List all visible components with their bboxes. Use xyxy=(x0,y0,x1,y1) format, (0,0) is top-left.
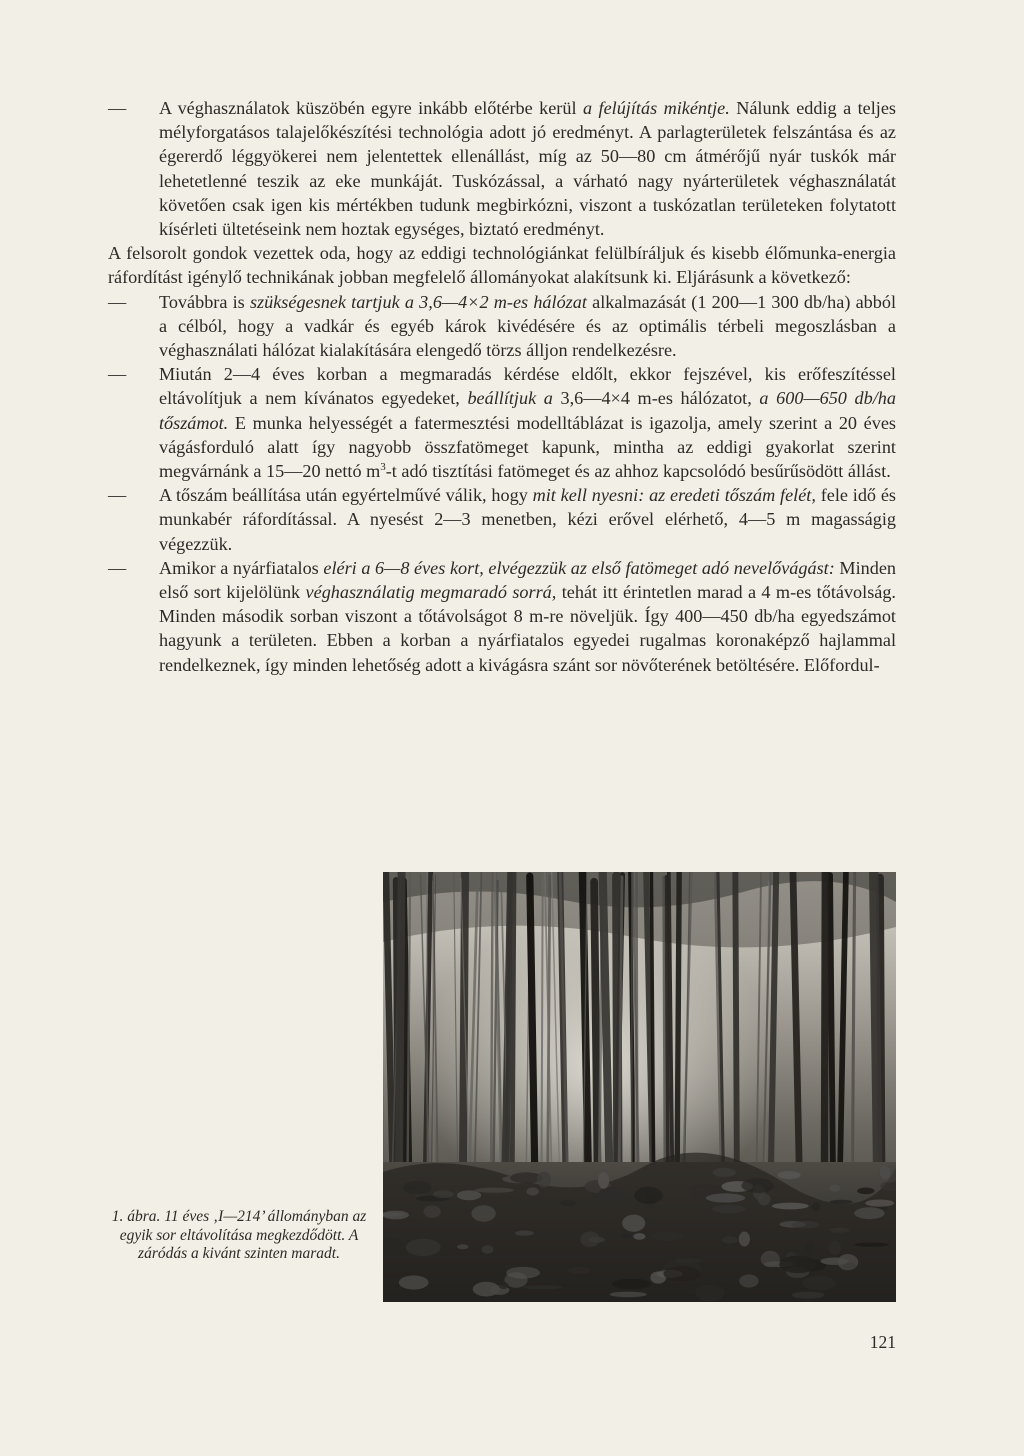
undergrowth xyxy=(779,1256,816,1273)
undergrowth xyxy=(515,1230,534,1235)
body-text xyxy=(108,96,896,677)
undergrowth xyxy=(537,1172,551,1188)
undergrowth xyxy=(457,1190,481,1200)
forest-photo xyxy=(383,872,896,1302)
undergrowth xyxy=(758,1193,771,1205)
undergrowth xyxy=(829,1241,841,1256)
tree-trunk xyxy=(664,877,665,1186)
undergrowth xyxy=(424,1205,441,1218)
undergrowth xyxy=(471,1205,495,1222)
list-item-first-cut: — Amikor a nyárfiatalos eléri a 6—8 éves kort, elvégezzük az első fatömeget adó nevelővágást: Minden első sort kijelölünk véghasználatig megmaradó sorrá, tehát itt érintetlen marad a 4 m-es tőtávolság. Minden második sorban viszont a tőtávolságot 8 m-re növeljük. Így 400—450 db/ha egyedszámot hagyunk a területen. Ebben a korban a nyárfiatalos egyedei rugalmas koronaképző hajlammal rendelkeznek, így minden lehetőség adott a kivágásra szánt sor növőterének betöltésére. Előfordul- xyxy=(108,557,896,675)
page-number: 121 xyxy=(869,1332,896,1352)
undergrowth xyxy=(805,1241,814,1254)
undergrowth xyxy=(722,1236,738,1243)
list-item-spacing: — Továbbra is szükségesnek tartjuk a 3,6—4×2 m-es hálózat alkalmazását (1 200—1 300 db/ha) abból a célból, hogy a vadkár és egyéb károk kivédésére és az optimális térbeli megoszlásban a véghasználati hálózat kialakítására elengedő törzs álljon rendelkezésre. xyxy=(108,291,896,361)
undergrowth xyxy=(854,1243,889,1247)
undergrowth xyxy=(829,1185,840,1192)
undergrowth xyxy=(663,1266,700,1281)
undergrowth xyxy=(791,1221,819,1229)
undergrowth xyxy=(675,1258,702,1263)
undergrowth xyxy=(792,1292,824,1299)
undergrowth xyxy=(399,1275,429,1289)
tree-trunk xyxy=(491,872,493,1191)
em-dash: — xyxy=(108,364,127,385)
em-dash: — xyxy=(108,485,127,506)
undergrowth xyxy=(580,1231,600,1247)
tree-trunk xyxy=(636,872,637,1181)
em-dash: — xyxy=(108,291,127,312)
undergrowth xyxy=(696,1186,705,1193)
undergrowth xyxy=(812,1203,821,1212)
undergrowth xyxy=(761,1251,780,1267)
figure-caption: 1. ábra. 11 éves ‚I—214’ állományban az egyik sor eltávolítása megkezdődött. A záródás a kivánt szinten maradt. xyxy=(111,1208,367,1262)
undergrowth xyxy=(482,1245,494,1253)
undergrowth xyxy=(598,1187,621,1201)
forest-photo-drawing xyxy=(383,872,896,1302)
undergrowth xyxy=(651,1232,683,1241)
undergrowth xyxy=(830,1228,850,1233)
tree-trunk xyxy=(824,872,825,1204)
undergrowth xyxy=(473,1282,500,1297)
em-dash: — xyxy=(108,557,127,578)
undergrowth xyxy=(865,1200,894,1207)
undergrowth xyxy=(802,1276,836,1291)
tree-trunk xyxy=(542,874,543,1177)
undergrowth xyxy=(504,1264,515,1268)
undergrowth xyxy=(830,1200,853,1204)
undergrowth xyxy=(612,1279,651,1289)
undergrowth xyxy=(739,1232,750,1247)
undergrowth xyxy=(633,1233,645,1240)
undergrowth xyxy=(739,1274,758,1287)
undergrowth xyxy=(772,1203,809,1210)
undergrowth xyxy=(527,1187,539,1195)
undergrowth xyxy=(712,1205,746,1214)
undergrowth xyxy=(560,1200,576,1206)
list-item-pruning: — A tőszám beállítása után egyértelművé válik, hogy mit kell nyesni: az eredeti tőszám felét, fele idő és munkabér ráfordítással. A nyesést 2—3 menetben, kézi erővel elérhető, 4—5 m magasságig végezzük. xyxy=(108,485,896,554)
paragraph-procedure-intro: A felsorolt gondok vezettek oda, hogy az eddigi technológiánkat felülbíráljuk és kisebb élőmunka-energia ráfordítást igénylő technikának jobban megfelelő állományokat alakítsunk ki. Eljárásunk a következő: xyxy=(108,243,896,288)
undergrowth xyxy=(610,1292,647,1298)
undergrowth xyxy=(499,1282,509,1289)
undergrowth xyxy=(524,1285,562,1289)
undergrowth xyxy=(857,1188,874,1195)
undergrowth xyxy=(406,1239,441,1256)
undergrowth xyxy=(706,1193,745,1202)
undergrowth xyxy=(457,1244,468,1249)
undergrowth xyxy=(598,1172,609,1189)
list-item-thinning: — Miután 2—4 éves korban a megmaradás kérdése eldőlt, ekkor fejszével, kis erőfeszítéssel eltávolítjuk a nem kívánatos egyedeket, beállítjuk a 3,6—4×4 m-es hálózatot, a 600—650 db/ha tőszámot. E munka helyességét a fatermesztési modelltáblázat is igazolja, amely szerint a 20 éves vágásforduló alatt így nagyobb összfatömeget kapunk, mintha az eddigi gyakorlat szerint megvárnánk a 15—20 nettó $m^3-t$ adó tisztítási fatömeget és az ahhoz kapcsolódó besűrűsödött állást. xyxy=(108,364,896,482)
undergrowth xyxy=(568,1267,591,1274)
paragraph-renewal: — A véghasználatok küszöbén egyre inkább előtérbe kerül a felújítás mikéntje. Nálunk eddig a teljes mélyforgatásos talajelőkészítési technológia adott jó eredményt. A parlagterületek felszántása és az égererdő léggyökerei nem jelentettek ellenállást, míg az 50—80 cm átmérőjű nyár tuskók már lehetetlenné teszik az eke munkáját. Tuskózással, a várható nagy nyárterületek véghasználatát követően csak igen kis mértékben tudunk megbirkózni, viszont a tuskózatlan területeken folytatott kísérleti ültetéseink nem hoztak egységes, biztató eredményt. xyxy=(108,98,897,240)
undergrowth xyxy=(820,1258,848,1265)
em-dash: — xyxy=(108,98,127,118)
undergrowth xyxy=(622,1215,645,1232)
undergrowth xyxy=(506,1267,540,1279)
undergrowth xyxy=(741,1178,774,1193)
undergrowth xyxy=(695,1284,725,1301)
undergrowth xyxy=(433,1191,454,1199)
undergrowth xyxy=(778,1171,801,1179)
undergrowth xyxy=(621,1233,631,1239)
undergrowth xyxy=(634,1187,663,1204)
undergrowth xyxy=(403,1181,431,1194)
undergrowth xyxy=(475,1188,514,1193)
undergrowth xyxy=(854,1207,884,1219)
undergrowth xyxy=(713,1168,736,1177)
